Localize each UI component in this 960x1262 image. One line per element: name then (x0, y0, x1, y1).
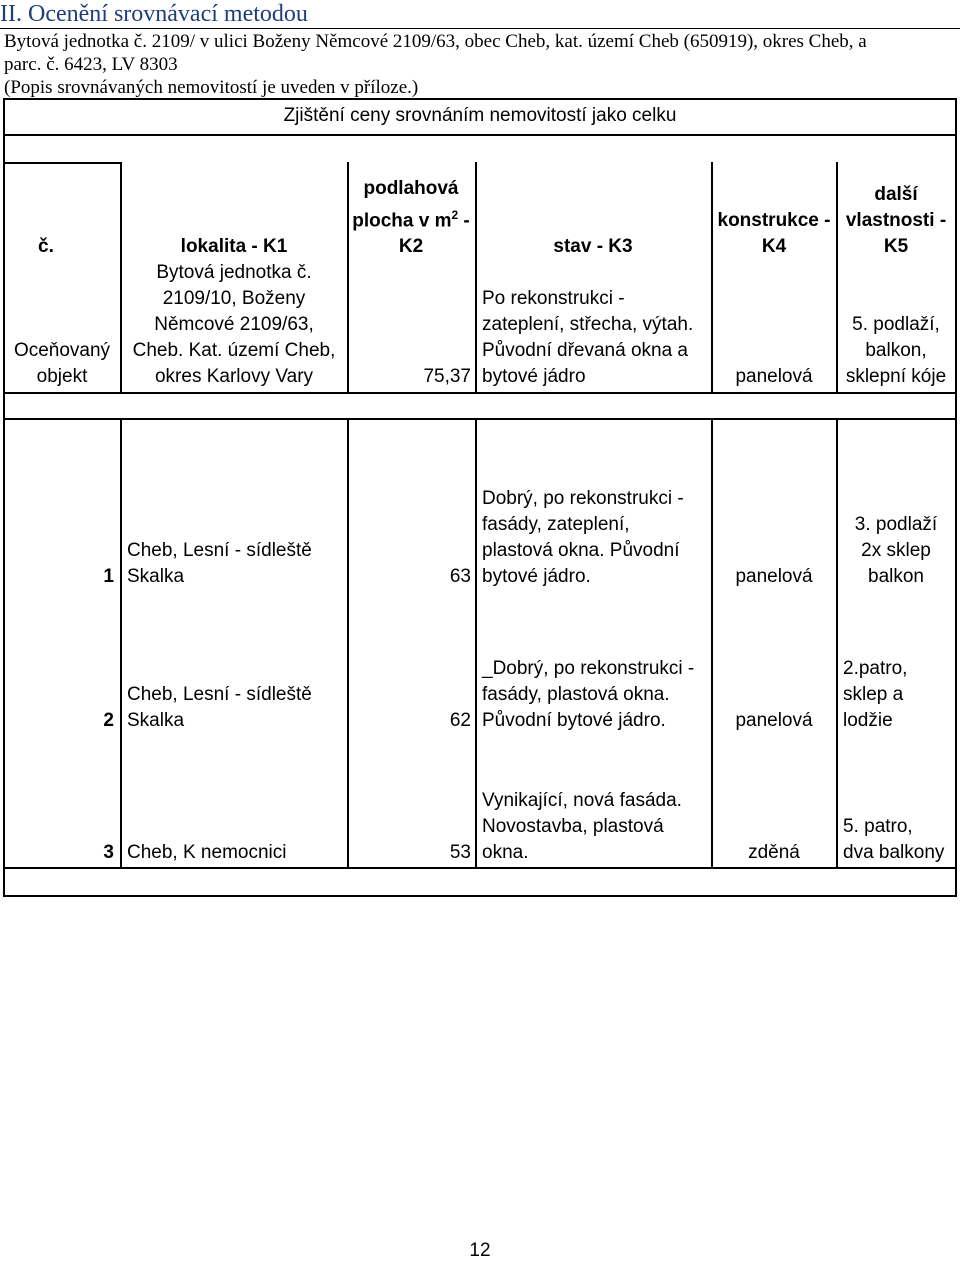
table-row-number: 1 (103, 566, 114, 587)
table-row-number: 3 (103, 842, 114, 863)
subject-construction: panelová (735, 366, 813, 387)
header-area: podlahová plocha v $m^2$ - K2 (352, 177, 470, 257)
table-row-construction: panelová (735, 566, 813, 587)
table-row-state: Vynikající, nová fasáda. Novostavba, plastová okna. (482, 790, 682, 863)
subject-state: Po rekonstrukci - zateplení, střecha, výtah. Původní dřevaná okna a bytové jádro (482, 288, 694, 387)
table-row-area: 53 (449, 842, 471, 863)
intro-line: parc. č. 6423, LV 8303 (4, 54, 178, 75)
table-row-construction: panelová (735, 710, 813, 731)
table-row-other: 3. podlaží 2x sklep balkon (854, 514, 938, 587)
section-heading: II. Ocenění srovnávací metodou (0, 0, 960, 29)
table-title: Zjištění ceny srovnáním nemovitostí jako celku (283, 105, 677, 126)
header-location: lokalita - K1 (180, 236, 288, 257)
table-row-location: Cheb, Lesní - sídleště Skalka (127, 540, 312, 587)
table-row-location: Cheb, K nemocnici (127, 842, 287, 863)
subject-other: 5. podlaží, balkon, sklepní kóje (845, 314, 947, 387)
subject-location: Bytová jednotka č. 2109/10, Boženy Němcové 2109/63, Cheb. Kat. území Cheb, okres Karlovy Vary (132, 262, 336, 387)
table-row-state: _Dobrý, po rekonstrukci - fasády, plastová okna. Původní bytové jádro. (482, 658, 695, 731)
table-row-number: 2 (103, 710, 114, 731)
page-number: 12 (469, 1240, 491, 1261)
subject-label: Oceňovaný objekt (13, 340, 111, 387)
table-row-area: 62 (449, 710, 471, 731)
intro-line: Bytová jednotka č. 2109/ v ulici Boženy Němcové 2109/63, obec Cheb, kat. území Cheb (650919), okres Cheb, a (4, 31, 867, 52)
header-construction: konstrukce - K4 (717, 210, 831, 257)
table-row-location: Cheb, Lesní - sídleště Skalka (127, 684, 312, 731)
header-no: č. (38, 236, 54, 257)
subject-area: 75,37 (423, 366, 471, 387)
intro-text (4, 30, 954, 99)
header-state: stav - K3 (553, 236, 633, 257)
table-row-other: 2.patro, sklep a lodžie (843, 658, 908, 731)
table-row-state: Dobrý, po rekonstrukci - fasády, zateplení, plastová okna. Původní bytové jádro. (482, 488, 684, 587)
header-other: další vlastnosti - K5 (845, 184, 947, 257)
table-row-area: 63 (449, 566, 471, 587)
table-row-other: 5. patro, dva balkony (843, 816, 945, 863)
table-row-construction: zděná (748, 842, 800, 863)
intro-line: (Popis srovnávaných nemovitostí je uveden v příloze.) (4, 77, 419, 98)
